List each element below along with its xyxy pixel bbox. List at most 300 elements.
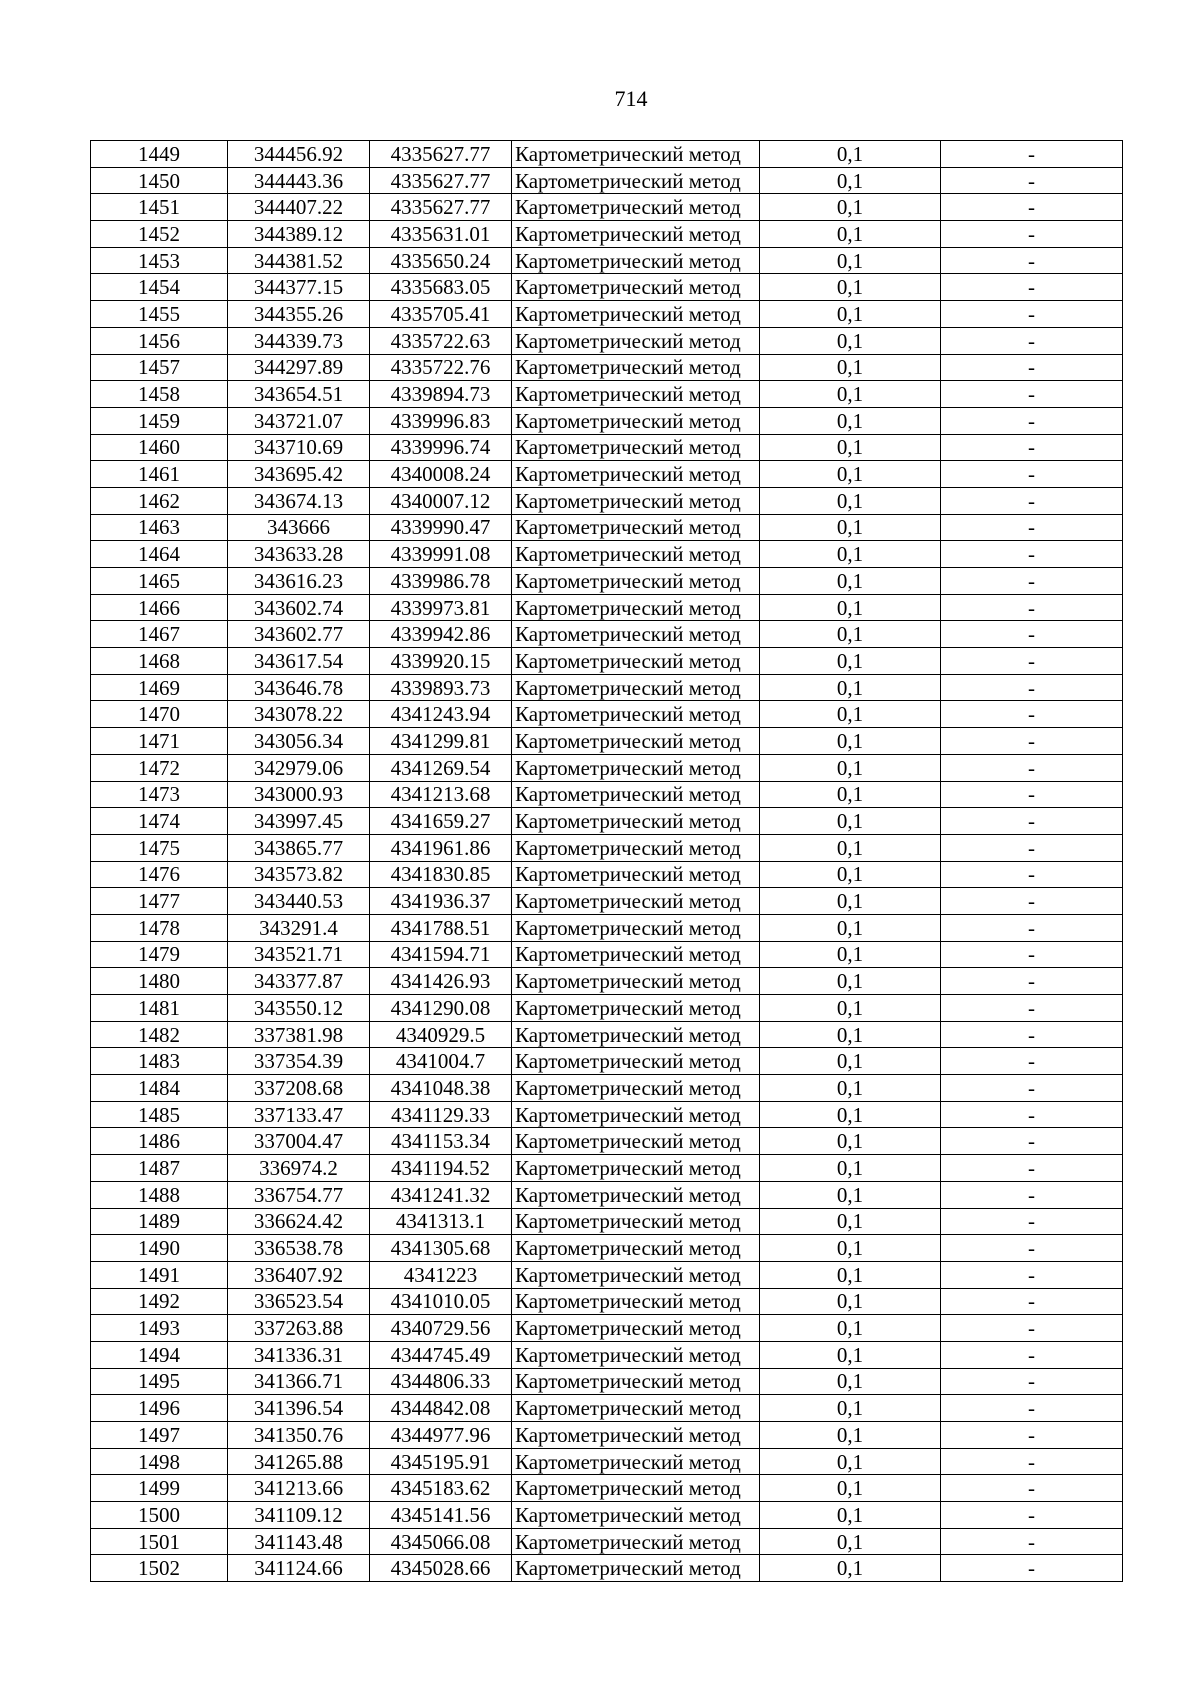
table-row: [91, 1422, 1123, 1449]
point-number-cell: 1495: [91, 1368, 228, 1395]
x-coordinate-cell: 343550.12: [228, 995, 370, 1022]
note-cell: -: [941, 354, 1123, 381]
accuracy-cell: 0,1: [760, 194, 941, 221]
x-coordinate-cell: 337354.39: [228, 1048, 370, 1075]
accuracy-cell: 0,1: [760, 1261, 941, 1288]
point-number-cell: 1475: [91, 834, 228, 861]
y-coordinate-cell: 4339920.15: [370, 648, 512, 675]
y-coordinate-cell: 4341223: [370, 1261, 512, 1288]
accuracy-cell: 0,1: [760, 1155, 941, 1182]
table-row: [91, 1048, 1123, 1075]
method-cell: Картометрический метод: [512, 808, 760, 835]
method-cell: Картометрический метод: [512, 834, 760, 861]
method-cell: Картометрический метод: [512, 1208, 760, 1235]
method-cell: Картометрический метод: [512, 1502, 760, 1529]
y-coordinate-cell: 4341004.7: [370, 1048, 512, 1075]
y-coordinate-cell: 4335627.77: [370, 167, 512, 194]
note-cell: -: [941, 808, 1123, 835]
accuracy-cell: 0,1: [760, 1502, 941, 1529]
note-cell: -: [941, 1128, 1123, 1155]
point-number-cell: 1490: [91, 1235, 228, 1262]
point-number-cell: 1451: [91, 194, 228, 221]
note-cell: -: [941, 568, 1123, 595]
point-number-cell: 1474: [91, 808, 228, 835]
table-body: [91, 141, 1123, 1582]
y-coordinate-cell: 4339942.86: [370, 621, 512, 648]
method-cell: Картометрический метод: [512, 407, 760, 434]
y-coordinate-cell: 4335627.77: [370, 141, 512, 168]
point-number-cell: 1497: [91, 1422, 228, 1449]
table-row: [91, 808, 1123, 835]
accuracy-cell: 0,1: [760, 141, 941, 168]
accuracy-cell: 0,1: [760, 301, 941, 328]
accuracy-cell: 0,1: [760, 327, 941, 354]
table-row: [91, 594, 1123, 621]
table-row: [91, 1261, 1123, 1288]
point-number-cell: 1483: [91, 1048, 228, 1075]
table-row: [91, 728, 1123, 755]
accuracy-cell: 0,1: [760, 834, 941, 861]
accuracy-cell: 0,1: [760, 1555, 941, 1582]
x-coordinate-cell: 341366.71: [228, 1368, 370, 1395]
y-coordinate-cell: 4335627.77: [370, 194, 512, 221]
y-coordinate-cell: 4335631.01: [370, 221, 512, 248]
x-coordinate-cell: 343997.45: [228, 808, 370, 835]
point-number-cell: 1467: [91, 621, 228, 648]
accuracy-cell: 0,1: [760, 381, 941, 408]
y-coordinate-cell: 4341305.68: [370, 1235, 512, 1262]
note-cell: -: [941, 1448, 1123, 1475]
y-coordinate-cell: 4335705.41: [370, 301, 512, 328]
note-cell: -: [941, 674, 1123, 701]
method-cell: Картометрический метод: [512, 167, 760, 194]
table-row: [91, 514, 1123, 541]
accuracy-cell: 0,1: [760, 754, 941, 781]
method-cell: Картометрический метод: [512, 968, 760, 995]
method-cell: Картометрический метод: [512, 568, 760, 595]
x-coordinate-cell: 343440.53: [228, 888, 370, 915]
table-row: [91, 968, 1123, 995]
x-coordinate-cell: 341265.88: [228, 1448, 370, 1475]
x-coordinate-cell: 341143.48: [228, 1528, 370, 1555]
x-coordinate-cell: 344456.92: [228, 141, 370, 168]
method-cell: Картометрический метод: [512, 247, 760, 274]
accuracy-cell: 0,1: [760, 487, 941, 514]
x-coordinate-cell: 336523.54: [228, 1288, 370, 1315]
point-number-cell: 1500: [91, 1502, 228, 1529]
table-row: [91, 648, 1123, 675]
note-cell: -: [941, 407, 1123, 434]
y-coordinate-cell: 4341426.93: [370, 968, 512, 995]
y-coordinate-cell: 4339986.78: [370, 568, 512, 595]
y-coordinate-cell: 4340008.24: [370, 461, 512, 488]
table-row: [91, 247, 1123, 274]
table-row: [91, 914, 1123, 941]
x-coordinate-cell: 336754.77: [228, 1181, 370, 1208]
y-coordinate-cell: 4344806.33: [370, 1368, 512, 1395]
note-cell: -: [941, 648, 1123, 675]
y-coordinate-cell: 4341194.52: [370, 1155, 512, 1182]
x-coordinate-cell: 343291.4: [228, 914, 370, 941]
y-coordinate-cell: 4345066.08: [370, 1528, 512, 1555]
y-coordinate-cell: 4339990.47: [370, 514, 512, 541]
note-cell: -: [941, 1075, 1123, 1102]
accuracy-cell: 0,1: [760, 1128, 941, 1155]
y-coordinate-cell: 4341290.08: [370, 995, 512, 1022]
accuracy-cell: 0,1: [760, 888, 941, 915]
accuracy-cell: 0,1: [760, 1395, 941, 1422]
point-number-cell: 1458: [91, 381, 228, 408]
method-cell: Картометрический метод: [512, 1101, 760, 1128]
accuracy-cell: 0,1: [760, 541, 941, 568]
method-cell: Картометрический метод: [512, 1528, 760, 1555]
note-cell: -: [941, 1528, 1123, 1555]
table-row: [91, 621, 1123, 648]
table-row: [91, 1075, 1123, 1102]
table-row: [91, 781, 1123, 808]
method-cell: Картометрический метод: [512, 701, 760, 728]
x-coordinate-cell: 341396.54: [228, 1395, 370, 1422]
accuracy-cell: 0,1: [760, 621, 941, 648]
table-row: [91, 274, 1123, 301]
accuracy-cell: 0,1: [760, 995, 941, 1022]
accuracy-cell: 0,1: [760, 1368, 941, 1395]
table-row: [91, 407, 1123, 434]
point-number-cell: 1481: [91, 995, 228, 1022]
table-row: [91, 1155, 1123, 1182]
x-coordinate-cell: 344377.15: [228, 274, 370, 301]
note-cell: -: [941, 1475, 1123, 1502]
accuracy-cell: 0,1: [760, 354, 941, 381]
table-row: [91, 674, 1123, 701]
note-cell: -: [941, 1155, 1123, 1182]
point-number-cell: 1484: [91, 1075, 228, 1102]
method-cell: Картометрический метод: [512, 487, 760, 514]
method-cell: Картометрический метод: [512, 594, 760, 621]
table-row: [91, 1502, 1123, 1529]
y-coordinate-cell: 4335650.24: [370, 247, 512, 274]
table-row: [91, 434, 1123, 461]
note-cell: -: [941, 1315, 1123, 1342]
point-number-cell: 1469: [91, 674, 228, 701]
table-row: [91, 995, 1123, 1022]
accuracy-cell: 0,1: [760, 781, 941, 808]
y-coordinate-cell: 4341299.81: [370, 728, 512, 755]
table-row: [91, 327, 1123, 354]
method-cell: Картометрический метод: [512, 1395, 760, 1422]
note-cell: -: [941, 327, 1123, 354]
method-cell: Картометрический метод: [512, 1555, 760, 1582]
point-number-cell: 1486: [91, 1128, 228, 1155]
y-coordinate-cell: 4345028.66: [370, 1555, 512, 1582]
method-cell: Картометрический метод: [512, 1128, 760, 1155]
y-coordinate-cell: 4340929.5: [370, 1021, 512, 1048]
note-cell: -: [941, 1048, 1123, 1075]
table-row: [91, 194, 1123, 221]
point-number-cell: 1501: [91, 1528, 228, 1555]
method-cell: Картометрический метод: [512, 754, 760, 781]
point-number-cell: 1478: [91, 914, 228, 941]
table-row: [91, 1128, 1123, 1155]
y-coordinate-cell: 4341153.34: [370, 1128, 512, 1155]
y-coordinate-cell: 4344977.96: [370, 1422, 512, 1449]
method-cell: Картометрический метод: [512, 434, 760, 461]
accuracy-cell: 0,1: [760, 1235, 941, 1262]
note-cell: -: [941, 434, 1123, 461]
note-cell: -: [941, 1502, 1123, 1529]
point-number-cell: 1468: [91, 648, 228, 675]
note-cell: -: [941, 888, 1123, 915]
accuracy-cell: 0,1: [760, 648, 941, 675]
y-coordinate-cell: 4341659.27: [370, 808, 512, 835]
accuracy-cell: 0,1: [760, 461, 941, 488]
point-number-cell: 1489: [91, 1208, 228, 1235]
note-cell: -: [941, 541, 1123, 568]
accuracy-cell: 0,1: [760, 407, 941, 434]
point-number-cell: 1460: [91, 434, 228, 461]
point-number-cell: 1466: [91, 594, 228, 621]
method-cell: Картометрический метод: [512, 728, 760, 755]
accuracy-cell: 0,1: [760, 1181, 941, 1208]
point-number-cell: 1499: [91, 1475, 228, 1502]
y-coordinate-cell: 4341243.94: [370, 701, 512, 728]
x-coordinate-cell: 343666: [228, 514, 370, 541]
accuracy-cell: 0,1: [760, 434, 941, 461]
method-cell: Картометрический метод: [512, 861, 760, 888]
method-cell: Картометрический метод: [512, 194, 760, 221]
table-row: [91, 834, 1123, 861]
method-cell: Картометрический метод: [512, 1422, 760, 1449]
note-cell: -: [941, 941, 1123, 968]
method-cell: Картометрический метод: [512, 1315, 760, 1342]
table-row: [91, 354, 1123, 381]
x-coordinate-cell: 343602.74: [228, 594, 370, 621]
table-row: [91, 1555, 1123, 1582]
y-coordinate-cell: 4339991.08: [370, 541, 512, 568]
method-cell: Картометрический метод: [512, 1261, 760, 1288]
y-coordinate-cell: 4341788.51: [370, 914, 512, 941]
method-cell: Картометрический метод: [512, 1021, 760, 1048]
method-cell: Картометрический метод: [512, 1288, 760, 1315]
point-number-cell: 1459: [91, 407, 228, 434]
table-row: [91, 701, 1123, 728]
point-number-cell: 1494: [91, 1341, 228, 1368]
accuracy-cell: 0,1: [760, 914, 941, 941]
accuracy-cell: 0,1: [760, 1288, 941, 1315]
method-cell: Картометрический метод: [512, 914, 760, 941]
y-coordinate-cell: 4341048.38: [370, 1075, 512, 1102]
accuracy-cell: 0,1: [760, 1048, 941, 1075]
y-coordinate-cell: 4344745.49: [370, 1341, 512, 1368]
x-coordinate-cell: 341124.66: [228, 1555, 370, 1582]
table-row: [91, 861, 1123, 888]
y-coordinate-cell: 4339894.73: [370, 381, 512, 408]
y-coordinate-cell: 4341129.33: [370, 1101, 512, 1128]
point-number-cell: 1463: [91, 514, 228, 541]
note-cell: -: [941, 754, 1123, 781]
table-row: [91, 1395, 1123, 1422]
table-row: [91, 167, 1123, 194]
accuracy-cell: 0,1: [760, 274, 941, 301]
x-coordinate-cell: 337004.47: [228, 1128, 370, 1155]
point-number-cell: 1471: [91, 728, 228, 755]
x-coordinate-cell: 341213.66: [228, 1475, 370, 1502]
table-row: [91, 461, 1123, 488]
point-number-cell: 1493: [91, 1315, 228, 1342]
x-coordinate-cell: 342979.06: [228, 754, 370, 781]
accuracy-cell: 0,1: [760, 1475, 941, 1502]
x-coordinate-cell: 343602.77: [228, 621, 370, 648]
y-coordinate-cell: 4339996.83: [370, 407, 512, 434]
method-cell: Картометрический метод: [512, 1475, 760, 1502]
x-coordinate-cell: 343646.78: [228, 674, 370, 701]
table-row: [91, 1208, 1123, 1235]
x-coordinate-cell: 343721.07: [228, 407, 370, 434]
x-coordinate-cell: 343654.51: [228, 381, 370, 408]
point-number-cell: 1452: [91, 221, 228, 248]
accuracy-cell: 0,1: [760, 594, 941, 621]
y-coordinate-cell: 4341241.32: [370, 1181, 512, 1208]
x-coordinate-cell: 337133.47: [228, 1101, 370, 1128]
note-cell: -: [941, 1555, 1123, 1582]
y-coordinate-cell: 4344842.08: [370, 1395, 512, 1422]
accuracy-cell: 0,1: [760, 701, 941, 728]
point-number-cell: 1477: [91, 888, 228, 915]
x-coordinate-cell: 344339.73: [228, 327, 370, 354]
y-coordinate-cell: 4341010.05: [370, 1288, 512, 1315]
note-cell: -: [941, 1288, 1123, 1315]
x-coordinate-cell: 341109.12: [228, 1502, 370, 1529]
y-coordinate-cell: 4345141.56: [370, 1502, 512, 1529]
method-cell: Картометрический метод: [512, 1181, 760, 1208]
x-coordinate-cell: 336974.2: [228, 1155, 370, 1182]
accuracy-cell: 0,1: [760, 674, 941, 701]
point-number-cell: 1464: [91, 541, 228, 568]
table-row: [91, 941, 1123, 968]
y-coordinate-cell: 4339893.73: [370, 674, 512, 701]
note-cell: -: [941, 141, 1123, 168]
note-cell: -: [941, 1368, 1123, 1395]
accuracy-cell: 0,1: [760, 1101, 941, 1128]
table-row: [91, 541, 1123, 568]
table-row: [91, 1288, 1123, 1315]
x-coordinate-cell: 343616.23: [228, 568, 370, 595]
page-number: 714: [614, 86, 648, 111]
table-row: [91, 1528, 1123, 1555]
accuracy-cell: 0,1: [760, 1208, 941, 1235]
note-cell: -: [941, 194, 1123, 221]
note-cell: -: [941, 914, 1123, 941]
x-coordinate-cell: 343056.34: [228, 728, 370, 755]
note-cell: -: [941, 1101, 1123, 1128]
note-cell: -: [941, 1261, 1123, 1288]
table-row: [91, 1181, 1123, 1208]
note-cell: -: [941, 1422, 1123, 1449]
table-row: [91, 487, 1123, 514]
y-coordinate-cell: 4341594.71: [370, 941, 512, 968]
x-coordinate-cell: 336624.42: [228, 1208, 370, 1235]
x-coordinate-cell: 343377.87: [228, 968, 370, 995]
note-cell: -: [941, 1021, 1123, 1048]
accuracy-cell: 0,1: [760, 247, 941, 274]
y-coordinate-cell: 4340729.56: [370, 1315, 512, 1342]
method-cell: Картометрический метод: [512, 888, 760, 915]
table-row: [91, 381, 1123, 408]
point-number-cell: 1462: [91, 487, 228, 514]
x-coordinate-cell: 343521.71: [228, 941, 370, 968]
y-coordinate-cell: 4341313.1: [370, 1208, 512, 1235]
y-coordinate-cell: 4345195.91: [370, 1448, 512, 1475]
note-cell: -: [941, 167, 1123, 194]
x-coordinate-cell: 344355.26: [228, 301, 370, 328]
method-cell: Картометрический метод: [512, 381, 760, 408]
accuracy-cell: 0,1: [760, 1448, 941, 1475]
x-coordinate-cell: 343078.22: [228, 701, 370, 728]
method-cell: Картометрический метод: [512, 1235, 760, 1262]
accuracy-cell: 0,1: [760, 1075, 941, 1102]
accuracy-cell: 0,1: [760, 1021, 941, 1048]
note-cell: -: [941, 381, 1123, 408]
accuracy-cell: 0,1: [760, 167, 941, 194]
table-row: [91, 221, 1123, 248]
y-coordinate-cell: 4335683.05: [370, 274, 512, 301]
note-cell: -: [941, 995, 1123, 1022]
table-row: [91, 1448, 1123, 1475]
method-cell: Картометрический метод: [512, 674, 760, 701]
accuracy-cell: 0,1: [760, 1341, 941, 1368]
note-cell: -: [941, 861, 1123, 888]
table-row: [91, 141, 1123, 168]
table-row: [91, 1235, 1123, 1262]
note-cell: -: [941, 301, 1123, 328]
method-cell: Картометрический метод: [512, 274, 760, 301]
note-cell: -: [941, 1235, 1123, 1262]
y-coordinate-cell: 4341936.37: [370, 888, 512, 915]
point-number-cell: 1496: [91, 1395, 228, 1422]
method-cell: Картометрический метод: [512, 1075, 760, 1102]
y-coordinate-cell: 4340007.12: [370, 487, 512, 514]
method-cell: Картометрический метод: [512, 1341, 760, 1368]
method-cell: Картометрический метод: [512, 995, 760, 1022]
table-row: [91, 301, 1123, 328]
method-cell: Картометрический метод: [512, 461, 760, 488]
accuracy-cell: 0,1: [760, 808, 941, 835]
point-number-cell: 1455: [91, 301, 228, 328]
x-coordinate-cell: 343573.82: [228, 861, 370, 888]
x-coordinate-cell: 344389.12: [228, 221, 370, 248]
point-number-cell: 1456: [91, 327, 228, 354]
x-coordinate-cell: 344297.89: [228, 354, 370, 381]
accuracy-cell: 0,1: [760, 1528, 941, 1555]
point-number-cell: 1487: [91, 1155, 228, 1182]
x-coordinate-cell: 341350.76: [228, 1422, 370, 1449]
accuracy-cell: 0,1: [760, 861, 941, 888]
table-row: [91, 1101, 1123, 1128]
point-number-cell: 1453: [91, 247, 228, 274]
x-coordinate-cell: 336407.92: [228, 1261, 370, 1288]
x-coordinate-cell: 336538.78: [228, 1235, 370, 1262]
table-row: [91, 754, 1123, 781]
note-cell: -: [941, 594, 1123, 621]
x-coordinate-cell: 337381.98: [228, 1021, 370, 1048]
method-cell: Картометрический метод: [512, 541, 760, 568]
accuracy-cell: 0,1: [760, 941, 941, 968]
x-coordinate-cell: 343000.93: [228, 781, 370, 808]
table-row: [91, 568, 1123, 595]
note-cell: -: [941, 781, 1123, 808]
table-row: [91, 1368, 1123, 1395]
method-cell: Картометрический метод: [512, 301, 760, 328]
